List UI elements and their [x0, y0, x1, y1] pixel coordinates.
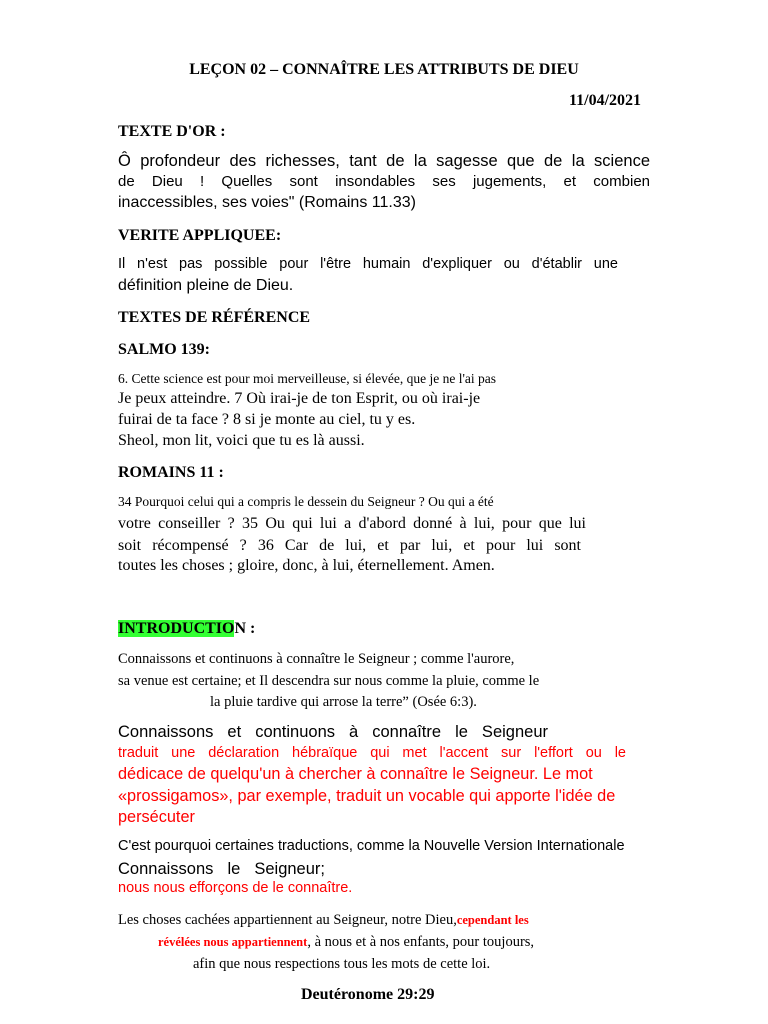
para1-black: Connaissons et continuons à connaître le Seigneur — [118, 723, 548, 741]
quote-line-1: Connaissons et continuons à connaître le Seigneur ; comme l'aurore, — [118, 651, 515, 667]
salmo-line-3: fuirai de ta face ? 8 si je monte au ciel, tu y es. — [118, 411, 416, 428]
verite-line-1: Il n'est pas possible pour l'être humain d'expliquer ou d'établir une — [118, 256, 618, 272]
romains-line-3: soit récompensé ? 36 Car de lui, et par lui, et pour lui sont — [118, 537, 581, 554]
closing-line-2 — [158, 934, 534, 951]
salmo-line-2: Je peux atteindre. 7 Où irai-je de ton Esprit, ou où irai-je — [118, 390, 481, 407]
romains-heading: ROMAINS 11 : — [118, 464, 224, 481]
romains-line-4: toutes les choses ; gloire, donc, à lui, éternellement. Amen. — [118, 557, 495, 574]
salmo-heading: SALMO 139: — [118, 341, 210, 358]
textes-reference-heading: TEXTES DE RÉFÉRENCE — [118, 309, 311, 326]
para2: C'est pourquoi certaines traductions, comme la Nouvelle Version Internationale — [118, 838, 625, 854]
closing-line-1 — [118, 912, 529, 929]
closing-line-3: afin que nous respections tous les mots de cette loi. — [193, 956, 491, 972]
para1-red-line-4: persécuter — [118, 808, 195, 826]
para3-black: Connaissons le Seigneur; — [118, 860, 325, 878]
salmo-line-4: Sheol, mon lit, voici que tu es là aussi. — [118, 432, 365, 449]
texte-dor-line-2: de Dieu ! Quelles sont insondables ses jugements, et combien — [118, 173, 650, 190]
closing-line-1-red: cependant les — [456, 913, 529, 927]
verite-heading: VERITE APPLIQUEE: — [118, 227, 282, 244]
salmo-line-1: 6. Cette science est pour moi merveilleuse, si élevée, que je ne l'ai pas — [118, 371, 497, 386]
texte-dor-line-1: Ô profondeur des richesses, tant de la sagesse que de la science — [118, 152, 650, 170]
closing-line-1-black: Les choses cachées appartiennent au Seigneur, notre Dieu, — [118, 912, 457, 928]
quote-line-2: sa venue est certaine; et Il descendra sur nous comme la pluie, comme le — [118, 673, 540, 689]
page-title: LEÇON 02 – CONNAÎTRE LES ATTRIBUTS DE DIEU — [189, 61, 579, 78]
lesson-date: 11/04/2021 — [569, 92, 642, 109]
quote-line-3: la pluie tardive qui arrose la terre” (Osée 6:3). — [210, 694, 477, 710]
para1-red-line-3: «prossigamos», par exemple, traduit un vocable qui apporte l'idée de — [118, 787, 616, 805]
introduction-heading-highlight: INTRODUCTIO — [118, 620, 235, 637]
introduction-heading — [118, 620, 255, 638]
romains-line-1: 34 Pourquoi celui qui a compris le dessein du Seigneur ? Ou qui a été — [118, 494, 494, 509]
closing-reference: Deutéronome 29:29 — [301, 986, 435, 1003]
texte-dor-line-3: inaccessibles, ses voies" (Romains 11.33) — [118, 194, 416, 211]
para3-red: nous nous efforçons de le connaître. — [118, 880, 353, 896]
romains-line-2: votre conseiller ? 35 Ou qui lui a d'abord donné à lui, pour que lui — [118, 515, 586, 532]
closing-line-2-red: révélées nous appartiennent — [158, 935, 308, 949]
verite-line-2: définition pleine de Dieu. — [118, 277, 294, 294]
texte-dor-heading: TEXTE D'OR : — [118, 123, 226, 140]
closing-line-2-black: , à nous et à nos enfants, pour toujours, — [307, 934, 535, 950]
introduction-heading-rest: N : — [234, 620, 256, 637]
para1-red-line-2: dédicace de quelqu'un à chercher à connaître le Seigneur. Le mot — [118, 765, 593, 783]
para1-red-line-1: traduit une déclaration hébraïque qui met l'accent sur l'effort ou le — [118, 745, 626, 761]
